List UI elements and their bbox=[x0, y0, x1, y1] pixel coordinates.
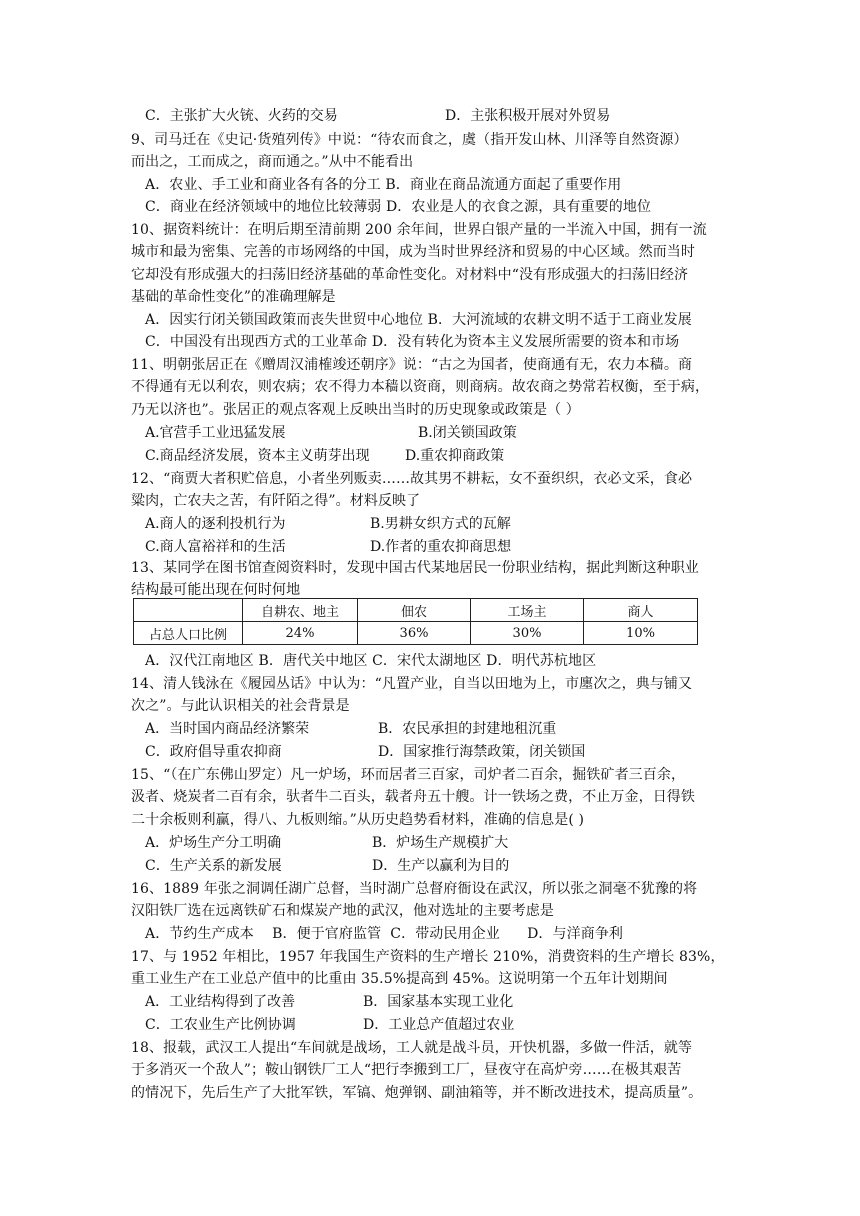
q13-stem-line-2: 结构最可能出现在何时何地 bbox=[131, 582, 301, 598]
q15-stem-line-3: 二十余板则利赢，得八、九板则缩。”从历史趋势看材料，准确的信息是( ) bbox=[131, 812, 585, 828]
table-cell: 36% bbox=[358, 622, 471, 645]
q18-stem-line-2: 于多消灭一个敌人”；鞍山钢铁厂工人“把行李搬到工厂，昼夜守在高炉旁……在极其艰苦 bbox=[131, 1062, 682, 1078]
q17-stem-line-1: 17、与 1952 年相比，1957 年我国生产资料的生产增长 210%，消费资料的生产增长 83%， bbox=[131, 949, 725, 965]
q13-stem-line-1: 13、某同学在图书馆查阅资料时，发现中国古代某地居民一份职业结构，据此判断这种职业 bbox=[131, 560, 699, 576]
q14-stem-line-2: 次之”。与此认识相关的社会背景是 bbox=[131, 698, 350, 714]
q18-stem-line-1: 18、报载，武汉工人提出“车间就是战场，工人就是战斗员，开快机器，多做一件活，就等 bbox=[131, 1040, 693, 1056]
q15-option-d: D．生产以赢利为目的 bbox=[372, 858, 510, 874]
q12-stem-line-2: 粱肉，亡农夫之苦，有阡陌之得”。材料反映了 bbox=[131, 493, 421, 509]
q12-option-b: B.男耕女织方式的瓦解 bbox=[370, 516, 511, 532]
q16-stem-line-1: 16、1889 年张之洞调任湖广总督，当时湖广总督府衙设在武汉，所以张之洞毫不犹豫的将 bbox=[131, 881, 698, 897]
q14-option-a: A．当时国内商品经济繁荣 bbox=[145, 721, 310, 737]
q13-options: A．汉代江南地区 B．唐代关中地区 C．宋代太湖地区 D．明代苏杭地区 bbox=[145, 653, 597, 669]
table-header-cell: 工场主 bbox=[471, 599, 584, 622]
q14-stem-line-1: 14、清人钱泳在《履园丛话》中认为：“凡置产业，自当以田地为上，市廛次之，典与铺又 bbox=[131, 676, 693, 692]
table-cell: 占总人口比例 bbox=[134, 622, 243, 645]
q12-option-d: D.作者的重农抑商思想 bbox=[370, 539, 512, 555]
q9-stem-line-2: 而出之，工而成之，商而通之。”从中不能看出 bbox=[131, 154, 414, 170]
q10-stem-line-4: 基础的革命性变化”的准确理解是 bbox=[131, 289, 336, 305]
q14-option-c: C．政府倡导重农抑商 bbox=[145, 744, 282, 760]
q17-stem-line-2: 重工业生产在工业总产值中的比重由 35.5%提高到 45%。这说明第一个五年计划期间 bbox=[131, 971, 668, 987]
q15-option-b: B．炉场生产规模扩大 bbox=[372, 835, 509, 851]
q9-options-ab: A．农业、手工业和商业各有各的分工 B．商业在商品流通方面起了重要作用 bbox=[145, 177, 622, 193]
table-header-row bbox=[134, 599, 698, 622]
table-header-cell: 商人 bbox=[584, 599, 698, 622]
q11-stem-line-2: 不得通有无以利农，则农病；农不得力本穑以资商，则商病。故农商之势常若权衡，至于病， bbox=[131, 379, 710, 395]
q14-option-b: B．农民承担的封建地租沉重 bbox=[378, 721, 557, 737]
q17-option-a: A．工业结构得到了改善 bbox=[145, 994, 296, 1010]
q11-option-a: A.官营手工业迅猛发展 bbox=[145, 425, 286, 441]
q10-stem-line-1: 10、据资料统计：在明后期至清前期 200 余年间，世界白银产量的一半流入中国，拥有一流 bbox=[131, 222, 707, 238]
q18-stem-line-3: 的情况下，先后生产了大批军铁，军镐、炮弹钢、副油箱等，并不断改进技术，提高质量”。 bbox=[131, 1085, 703, 1101]
table-header-cell: 自耕农、地主 bbox=[243, 599, 358, 622]
q16-options: A．节约生产成本 B．便于官府监管 C．带动民用企业 D．与洋商争利 bbox=[145, 926, 624, 942]
table-cell: 24% bbox=[243, 622, 358, 645]
q16-stem-line-2: 汉阳铁厂选在远离铁矿石和煤炭产地的武汉，他对选址的主要考虑是 bbox=[131, 903, 554, 919]
q10-options-cd: C．中国没有出现西方式的工业革命 D．没有转化为资本主义发展所需要的资本和市场 bbox=[145, 334, 680, 350]
q12-stem-line-1: 12、“商贾大者积贮倍息，小者坐列贩卖……故其男不耕耘，女不蚕织织，衣必文采，食必 bbox=[131, 471, 693, 487]
q17-option-d: D．工业总产值超过农业 bbox=[363, 1017, 515, 1033]
q11-stem-line-3: 乃无以济也”。张居正的观点客观上反映出当时的历史现象或政策是（ ） bbox=[131, 402, 580, 418]
q17-option-c: C．工农业生产比例协调 bbox=[145, 1017, 296, 1033]
table-cell: 10% bbox=[584, 622, 698, 645]
q11-option-c: C.商品经济发展，资本主义萌芽出现 bbox=[145, 448, 370, 464]
q9-options-cd: C．商业在经济领域中的地位比较薄弱 D．农业是人的衣食之源，具有重要的地位 bbox=[145, 199, 652, 215]
table-header-cell: 佃农 bbox=[358, 599, 471, 622]
q14-option-d: D．国家推行海禁政策，闭关锁国 bbox=[378, 744, 586, 760]
q10-options-ab: A．因实行闭关锁国政策而丧失世贸中心地位 B．大河流域的农耕文明不适于工商业发展 bbox=[145, 312, 692, 328]
table-cell: 30% bbox=[471, 622, 584, 645]
q15-option-c: C．生产关系的新发展 bbox=[145, 858, 282, 874]
q12-option-a: A.商人的逐利投机行为 bbox=[145, 516, 286, 532]
q10-stem-line-2: 城市和最为密集、完善的市场网络的中国，成为当时世界经济和贸易的中心区域。然而当时 bbox=[131, 244, 695, 260]
q9-stem-line-1: 9、司马迁在《史记·货殖列传》中说：“待农而食之，虞（指开发山林、川泽等自然资源） bbox=[131, 132, 688, 148]
q11-option-b: B.闭关锁国政策 bbox=[418, 425, 517, 441]
occupation-table bbox=[133, 598, 698, 645]
q10-stem-line-3: 它却没有形成强大的扫荡旧经济基础的革命性变化。对材料中“没有形成强大的扫荡旧经济 bbox=[131, 267, 689, 283]
q8-option-c: C．主张扩大火铳、火药的交易 bbox=[145, 108, 338, 124]
q8-option-d: D．主张积极开展对外贸易 bbox=[445, 108, 611, 124]
q15-option-a: A．炉场生产分工明确 bbox=[145, 835, 282, 851]
q15-stem-line-2: 汲者、烧炭者二百有余，驮者牛二百头，载者舟五十艘。计一铁场之费，不止万金，日得铁 bbox=[131, 789, 695, 805]
table-row bbox=[134, 622, 698, 645]
q11-stem-line-1: 11、明朝张居正在《赠周汉浦榷竣还朝序》说：“古之为国者，使商通有无，农力本穑。商 bbox=[131, 357, 693, 373]
q12-option-c: C.商人富裕祥和的生活 bbox=[145, 539, 286, 555]
q17-option-b: B．国家基本实现工业化 bbox=[363, 994, 514, 1010]
q15-stem-line-1: 15、“（在广东佛山罗定）凡一炉场，环而居者三百家，司炉者二百余，掘铁矿者三百余， bbox=[131, 767, 686, 783]
q11-option-d: D.重农抑商政策 bbox=[405, 448, 505, 464]
table-header-cell bbox=[134, 599, 243, 622]
